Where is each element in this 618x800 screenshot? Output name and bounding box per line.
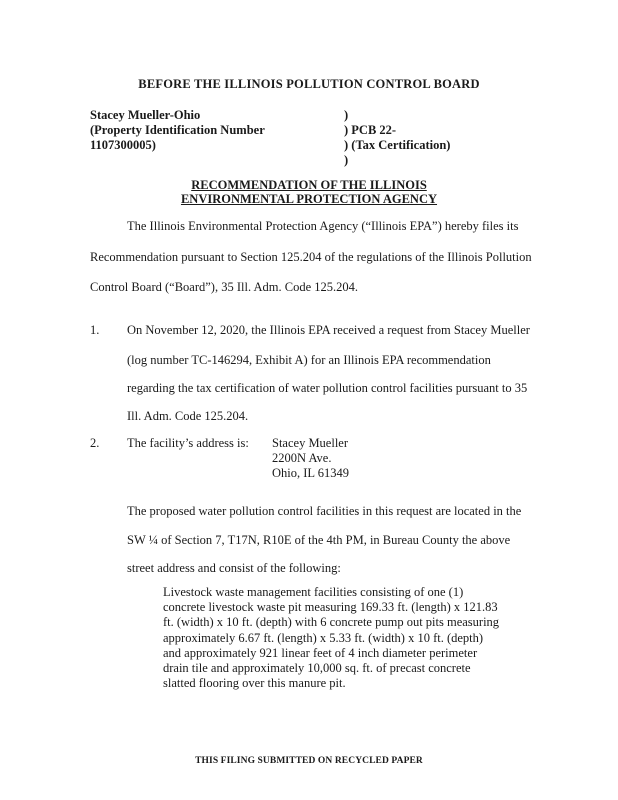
recommendation-title-line: ENVIRONMENTAL PROTECTION AGENCY	[180, 192, 438, 206]
item-1-line: (log number TC-146294, Exhibit A) for an Illinois EPA recommendation	[127, 353, 491, 367]
intro-line: The Illinois Environmental Protection Agency (“Illinois EPA”) hereby files its	[127, 219, 519, 233]
address-line: Stacey Mueller	[272, 436, 349, 450]
board-title: BEFORE THE ILLINOIS POLLUTION CONTROL BOARD	[138, 77, 480, 91]
facility-description	[163, 585, 503, 691]
case-caption-party	[90, 108, 265, 153]
caption-number-line: )	[344, 108, 349, 122]
caption-party-line: 1107300005)	[90, 138, 156, 152]
item-1-line: regarding the tax certification of water pollution control facilities pursuant to 35	[127, 381, 528, 395]
description-line: and approximately 921 linear feet of 4 inch diameter perimeter	[163, 645, 478, 660]
item-1-line: On November 12, 2020, the Illinois EPA received a request from Stacey Mueller	[127, 323, 530, 337]
description-line: slatted flooring over this manure pit.	[163, 676, 346, 691]
recommendation-title-line: RECOMMENDATION OF THE ILLINOIS	[191, 178, 427, 192]
caption-party-line: (Property Identification Number	[90, 123, 265, 137]
description-line: ft. (width) x 10 ft. (depth) with 6 concrete pump out pits measuring	[163, 615, 500, 630]
item-2-label: The facility’s address is:	[127, 436, 249, 450]
item-1-number: 1.	[90, 323, 100, 337]
description-line: approximately 6.67 ft. (length) x 5.33 ft. (width) x 10 ft. (depth)	[163, 630, 484, 645]
item-2-number: 2.	[90, 436, 100, 450]
location-line: The proposed water pollution control facilities in this request are located in the	[127, 504, 522, 518]
intro-line: Control Board (“Board”), 35 Ill. Adm. Code 125.204.	[90, 280, 359, 294]
facility-address	[272, 436, 349, 481]
case-caption-number	[344, 108, 450, 168]
description-line: concrete livestock waste pit measuring 169.33 ft. (length) x 121.83	[163, 600, 498, 615]
item-1-line: Ill. Adm. Code 125.204.	[127, 409, 249, 423]
caption-number-line: )	[344, 153, 349, 167]
recommendation-title	[0, 178, 618, 206]
location-line: SW ¼ of Section 7, T17N, R10E of the 4th PM, in Bureau County the above	[127, 533, 511, 547]
caption-number-line: ) (Tax Certification)	[344, 138, 451, 152]
caption-number-line: ) PCB 22-	[344, 123, 397, 137]
address-line: Ohio, IL 61349	[272, 466, 349, 480]
description-line: Livestock waste management facilities consisting of one (1)	[163, 585, 464, 599]
location-line: street address and consist of the following:	[127, 561, 341, 575]
intro-line: Recommendation pursuant to Section 125.204 of the regulations of the Illinois Pollution	[90, 250, 532, 264]
description-line: drain tile and approximately 10,000 sq. ft. of precast concrete	[163, 661, 471, 676]
recycled-paper-footer: THIS FILING SUBMITTED ON RECYCLED PAPER	[195, 756, 423, 766]
caption-party-line: Stacey Mueller-Ohio	[90, 108, 201, 122]
address-line: 2200N Ave.	[272, 451, 332, 465]
